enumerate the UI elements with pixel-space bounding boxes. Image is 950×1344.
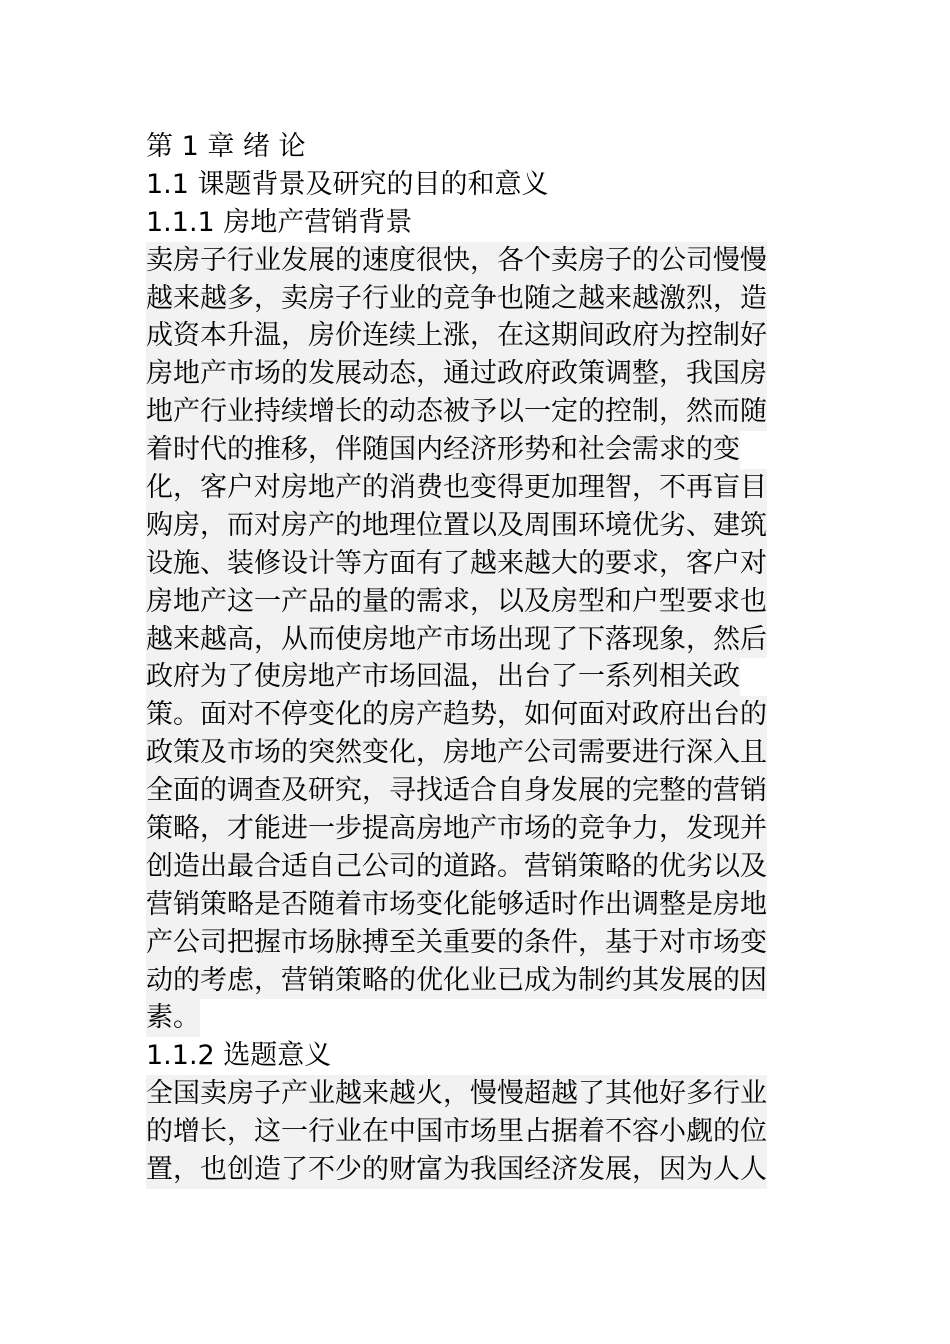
paragraph-line: 成资本升温，房价连续上涨，在这期间政府为控制好 <box>146 317 810 355</box>
paragraph-line: 全面的调查及研究，寻找适合自身发展的完整的营销 <box>146 772 810 810</box>
paragraph-line: 营销策略是否随着市场变化能够适时作出调整是房地 <box>146 886 810 924</box>
paragraph-topic-significance <box>146 1075 810 1189</box>
section-heading-1-1-1: 1.1.1 房地产营销背景 <box>146 206 413 238</box>
paragraph-line: 置，也创造了不少的财富为我国经济发展，因为人人 <box>146 1151 810 1189</box>
paragraph-line: 创造出最合适自己公司的道路。营销策略的优劣以及 <box>146 848 810 886</box>
paragraph-line: 房地产这一产品的量的需求，以及房型和户型要求也 <box>146 583 810 621</box>
paragraph-marketing-background <box>146 242 810 1038</box>
section-heading-1-1: 1.1 课题背景及研究的目的和意义 <box>146 168 549 200</box>
document-body <box>146 128 810 1189</box>
paragraph-line: 政策及市场的突然变化，房地产公司需要进行深入且 <box>146 734 810 772</box>
paragraph-line: 卖房子行业发展的速度很快，各个卖房子的公司慢慢 <box>146 242 810 280</box>
paragraph-line: 动的考虑，营销策略的优化业已成为制约其发展的因 <box>146 962 810 1000</box>
paragraph-line: 越来越多，卖房子行业的竞争也随之越来越激烈，造 <box>146 280 810 318</box>
section-heading-1-1-2: 1.1.2 选题意义 <box>146 1040 332 1072</box>
paragraph-line: 全国卖房子产业越来越火，慢慢超越了其他好多行业 <box>146 1075 810 1113</box>
paragraph-line: 产公司把握市场脉搏至关重要的条件，基于对市场变 <box>146 924 810 962</box>
paragraph-line: 购房，而对房产的地理位置以及周围环境优劣、建筑 <box>146 507 810 545</box>
paragraph-line: 着时代的推移，伴随国内经济形势和社会需求的变 <box>146 431 810 469</box>
paragraph-line: 素。 <box>146 999 810 1037</box>
paragraph-line: 化，客户对房地产的消费也变得更加理智，不再盲目 <box>146 469 810 507</box>
paragraph-line: 越来越高，从而使房地产市场出现了下落现象，然后 <box>146 621 810 659</box>
paragraph-line: 房地产市场的发展动态，通过政府政策调整，我国房 <box>146 355 810 393</box>
paragraph-line: 政府为了使房地产市场回温，出台了一系列相关政 <box>146 658 810 696</box>
paragraph-line: 策。面对不停变化的房产趋势，如何面对政府出台的 <box>146 696 810 734</box>
paragraph-line: 的增长，这一行业在中国市场里占据着不容小觑的位 <box>146 1113 810 1151</box>
paragraph-line: 地产行业持续增长的动态被予以一定的控制，然而随 <box>146 393 810 431</box>
paragraph-line: 策略，才能进一步提高房地产市场的竞争力，发现并 <box>146 810 810 848</box>
chapter-title: 第 1 章 绪 论 <box>146 131 306 162</box>
paragraph-line: 设施、装修设计等方面有了越来越大的要求，客户对 <box>146 545 810 583</box>
